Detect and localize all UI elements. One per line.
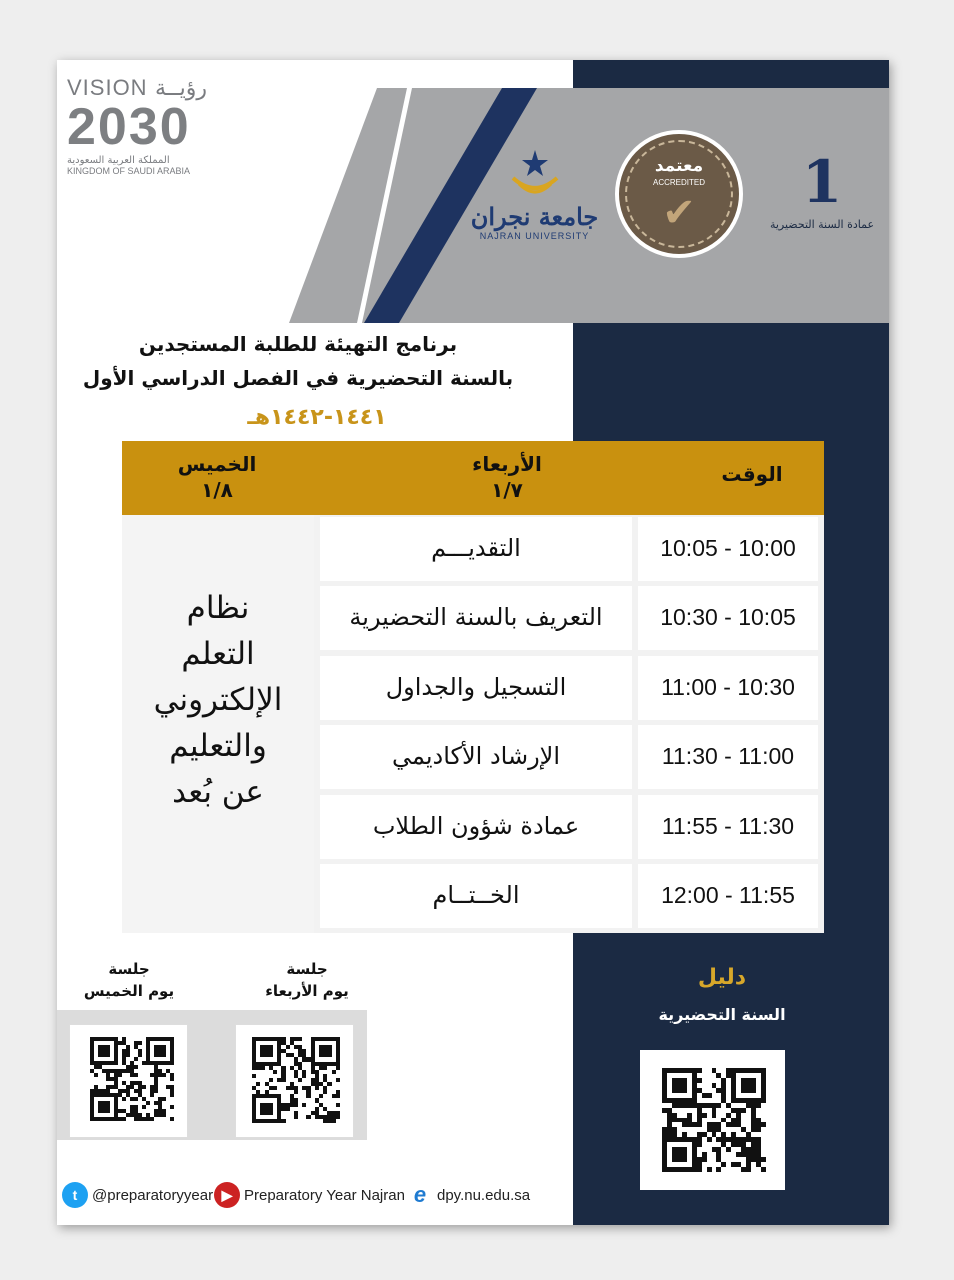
accredited-label-en: ACCREDITED bbox=[652, 178, 705, 187]
twitter-link[interactable] bbox=[62, 1180, 213, 1210]
activity-cell: الإرشاد الأكاديمي bbox=[320, 725, 632, 789]
time-cell: 10:05 - 10:00 bbox=[638, 517, 818, 581]
guide-subtitle: السنة التحضيرية bbox=[658, 1005, 786, 1024]
web-browser-icon: e bbox=[413, 1182, 427, 1207]
najran-name-en: NAJRAN UNIVERSITY bbox=[479, 231, 590, 241]
najran-name-ar: جامعة نجران bbox=[470, 202, 599, 231]
wednesday-qr-code[interactable] bbox=[252, 1037, 340, 1123]
schedule-body bbox=[122, 515, 824, 933]
youtube-icon: ▶ bbox=[214, 1182, 240, 1208]
header-thursday bbox=[132, 451, 302, 503]
activity-cell: الخــتــام bbox=[320, 864, 632, 928]
table-row bbox=[314, 517, 824, 581]
checkmark-icon: ✔ bbox=[662, 190, 696, 236]
activity-cell: التعريف بالسنة التحضيرية bbox=[320, 586, 632, 650]
thursday-qr-code[interactable] bbox=[90, 1037, 174, 1121]
schedule-header bbox=[122, 441, 824, 515]
table-row bbox=[314, 656, 824, 720]
accredited-seal bbox=[615, 130, 743, 258]
website-url: dpy.nu.edu.sa bbox=[437, 1186, 531, 1204]
deanship-name: عمادة السنة التحضيرية bbox=[769, 218, 875, 231]
thursday-line: نظام bbox=[186, 590, 250, 626]
vision-label-ar: رؤيــة bbox=[154, 75, 207, 100]
vision-label-en: VISION bbox=[67, 75, 148, 100]
vision-country-ar: المملكة العربية السعودية bbox=[67, 155, 170, 166]
header-thu-date: ١/٨ bbox=[201, 478, 233, 502]
guide-qr-code[interactable] bbox=[662, 1068, 766, 1172]
twitter-icon: t bbox=[62, 1182, 88, 1208]
session-word: جلسة bbox=[286, 960, 328, 978]
program-title-line1: برنامج التهيئة للطلبة المستجدين bbox=[138, 332, 458, 356]
thursday-line: الإلكتروني bbox=[153, 682, 283, 718]
vision-country-en: KINGDOM OF SAUDI ARABIA bbox=[67, 166, 191, 176]
website-link[interactable] bbox=[407, 1180, 530, 1210]
program-title-line2: بالسنة التحضيرية في الفصل الدراسي الأول bbox=[82, 366, 514, 390]
thursday-cell bbox=[122, 515, 314, 933]
youtube-channel: Preparatory Year Najran bbox=[244, 1186, 405, 1204]
table-row bbox=[314, 795, 824, 859]
header-wednesday bbox=[377, 451, 637, 503]
vision-2030-logo bbox=[67, 75, 207, 176]
wednesday-session-label bbox=[237, 958, 377, 1002]
thursday-line: عن بُعد bbox=[172, 774, 264, 810]
deanship-logo bbox=[757, 150, 887, 231]
thursday-line: والتعليم bbox=[169, 728, 267, 764]
najran-university-logo bbox=[467, 148, 602, 241]
thursday-text bbox=[122, 585, 314, 815]
table-row bbox=[314, 586, 824, 650]
session-day: يوم الخميس bbox=[83, 982, 175, 1000]
time-cell: 11:00 - 10:30 bbox=[638, 656, 818, 720]
thursday-session-label bbox=[59, 958, 199, 1002]
header-wed-date: ١/٧ bbox=[491, 478, 523, 502]
header-wed-day: الأربعاء bbox=[472, 452, 542, 476]
deanship-mark-icon: 1 bbox=[801, 148, 843, 216]
time-cell: 11:55 - 11:30 bbox=[638, 795, 818, 859]
header-thu-day: الخميس bbox=[177, 452, 257, 476]
activity-cell: التقديـــم bbox=[320, 517, 632, 581]
wednesday-qr-card[interactable] bbox=[236, 1025, 353, 1137]
session-day: يوم الأربعاء bbox=[265, 982, 349, 1000]
youtube-link[interactable] bbox=[214, 1180, 405, 1210]
session-word: جلسة bbox=[108, 960, 150, 978]
activity-cell: عمادة شؤون الطلاب bbox=[320, 795, 632, 859]
vision-year: 2030 bbox=[67, 98, 191, 156]
twitter-handle: @preparatoryyear bbox=[92, 1186, 214, 1204]
thursday-qr-card[interactable] bbox=[70, 1025, 187, 1137]
table-row bbox=[314, 864, 824, 928]
accredited-label-ar: معتمد bbox=[654, 156, 704, 176]
header-time: الوقت bbox=[721, 462, 783, 486]
time-cell: 12:00 - 11:55 bbox=[638, 864, 818, 928]
guide-qr-card[interactable] bbox=[640, 1050, 785, 1190]
najran-emblem-icon bbox=[505, 148, 565, 198]
time-cell: 11:30 - 11:00 bbox=[638, 725, 818, 789]
guide-title: دليل bbox=[697, 965, 747, 990]
social-footer bbox=[62, 1180, 532, 1210]
academic-year: ١٤٤١-١٤٤٢هـ bbox=[247, 405, 387, 430]
thursday-line: التعلم bbox=[181, 636, 255, 672]
table-row bbox=[314, 725, 824, 789]
activity-cell: التسجيل والجداول bbox=[320, 656, 632, 720]
poster-sheet bbox=[57, 60, 889, 1225]
time-cell: 10:30 - 10:05 bbox=[638, 586, 818, 650]
